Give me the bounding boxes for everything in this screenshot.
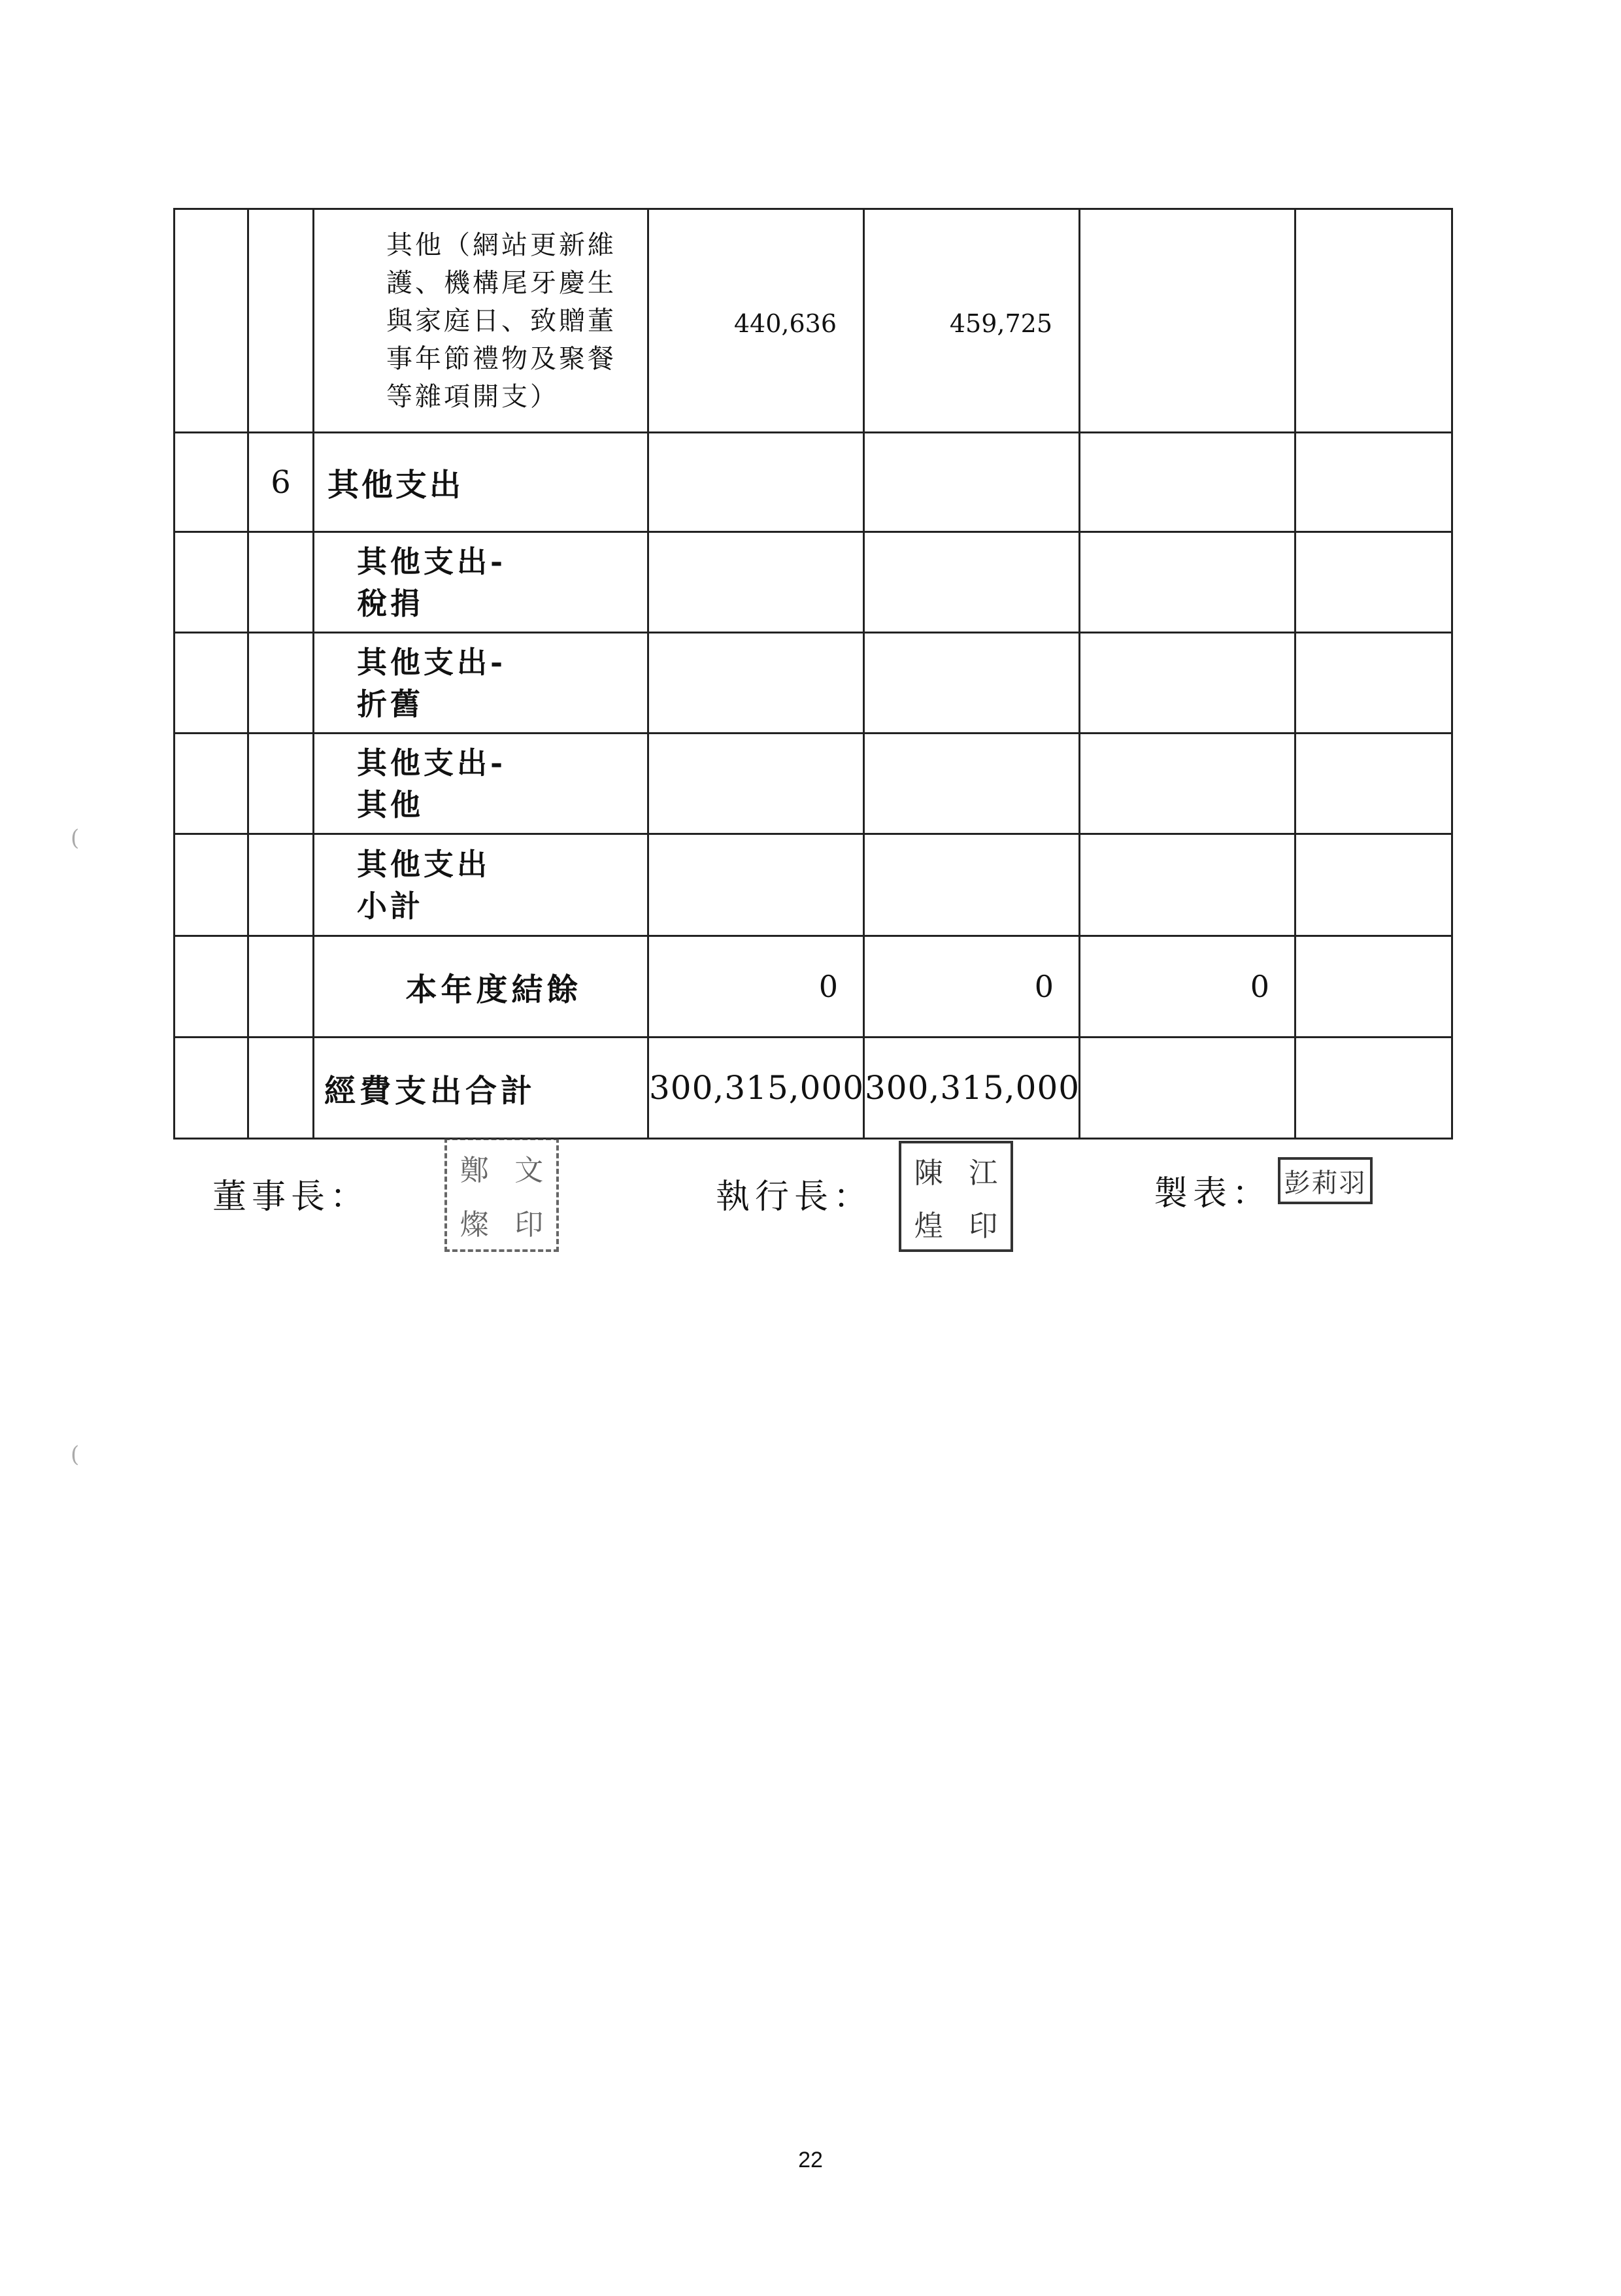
cell-blank: [175, 532, 248, 633]
cell-blank: [648, 734, 864, 834]
ceo-label: 執行長：: [716, 1177, 873, 1217]
cell-blank: [175, 936, 248, 1038]
cell-blank: [248, 209, 314, 433]
seal-char: 陳: [914, 1156, 943, 1190]
cell-blank: [864, 633, 1080, 734]
page-number: 22: [798, 2148, 823, 2172]
maker-seal-stamp: [1278, 1157, 1373, 1204]
surplus-label: 本年度結餘: [314, 936, 648, 1038]
other-label: 其他支出- 其他: [314, 734, 648, 834]
total-label: 經費支出合計: [314, 1038, 648, 1139]
cell-blank: [1080, 834, 1295, 936]
cell-blank: [1295, 734, 1452, 834]
cell-blank: [864, 734, 1080, 834]
table-row-surplus: [175, 936, 1452, 1038]
cell-blank: [648, 834, 864, 936]
chairman-label: 董事長：: [212, 1177, 370, 1217]
table-row-depreciation: [175, 633, 1452, 734]
maker-label: 製表：: [1154, 1174, 1272, 1213]
cell-blank: [248, 532, 314, 633]
cell-blank: [1295, 1038, 1452, 1139]
section-label: 其他支出: [314, 433, 648, 532]
tax-label: 其他支出- 稅捐: [314, 532, 648, 633]
cell-blank: [175, 433, 248, 532]
scan-mark: (: [71, 825, 80, 851]
table-row-subtotal: [175, 834, 1452, 936]
cell-blank: [1295, 433, 1452, 532]
misc-amount-a: 440,636: [648, 209, 864, 433]
seal-char: 鄭: [460, 1153, 489, 1187]
cell-blank: [175, 734, 248, 834]
cell-blank: [648, 433, 864, 532]
cell-blank: [1295, 532, 1452, 633]
depreciation-label: 其他支出- 折舊: [314, 633, 648, 734]
seal-char: 江: [969, 1156, 998, 1190]
scan-mark: (: [71, 1442, 80, 1468]
table-row-misc: [175, 209, 1452, 433]
misc-description: 其他（網站更新維 護、機構尾牙慶生 與家庭日、致贈董 事年節禮物及聚餐 等雜項開支）: [314, 209, 648, 433]
expense-table: [173, 208, 1453, 1140]
seal-char: 文: [514, 1153, 544, 1187]
seal-text: 彭莉羽: [1284, 1168, 1367, 1198]
table-row-total: [175, 1038, 1452, 1139]
total-b: 300,315,000: [864, 1038, 1080, 1139]
cell-blank: [864, 433, 1080, 532]
cell-blank: [648, 532, 864, 633]
cell-blank: [1080, 1038, 1295, 1139]
cell-blank: [864, 834, 1080, 936]
chairman-seal-stamp: [444, 1138, 559, 1252]
cell-blank: [175, 633, 248, 734]
cell-blank: [175, 834, 248, 936]
seal-char: 煌: [914, 1209, 943, 1243]
total-a: 300,315,000: [648, 1038, 864, 1139]
section-index: 6: [248, 433, 314, 532]
cell-blank: [1295, 209, 1452, 433]
cell-blank: [248, 633, 314, 734]
cell-blank: [1080, 633, 1295, 734]
misc-amount-b: 459,725: [864, 209, 1080, 433]
cell-blank: [1080, 209, 1295, 433]
cell-blank: [648, 633, 864, 734]
table-row-tax: [175, 532, 1452, 633]
surplus-a: 0: [648, 936, 864, 1038]
cell-blank: [1080, 433, 1295, 532]
surplus-c: 0: [1080, 936, 1295, 1038]
table-row-section6: [175, 433, 1452, 532]
table-row-other: [175, 734, 1452, 834]
surplus-b: 0: [864, 936, 1080, 1038]
seal-char: 印: [514, 1208, 544, 1242]
cell-blank: [1080, 532, 1295, 633]
cell-blank: [175, 209, 248, 433]
cell-blank: [1080, 734, 1295, 834]
cell-blank: [175, 1038, 248, 1139]
ceo-seal-stamp: [899, 1141, 1013, 1252]
cell-blank: [248, 936, 314, 1038]
cell-blank: [1295, 834, 1452, 936]
cell-blank: [1295, 936, 1452, 1038]
subtotal-label: 其他支出 小計: [314, 834, 648, 936]
seal-char: 印: [969, 1209, 998, 1243]
cell-blank: [1295, 633, 1452, 734]
seal-char: 燦: [460, 1208, 489, 1242]
cell-blank: [248, 1038, 314, 1139]
cell-blank: [248, 834, 314, 936]
cell-blank: [864, 532, 1080, 633]
cell-blank: [248, 734, 314, 834]
